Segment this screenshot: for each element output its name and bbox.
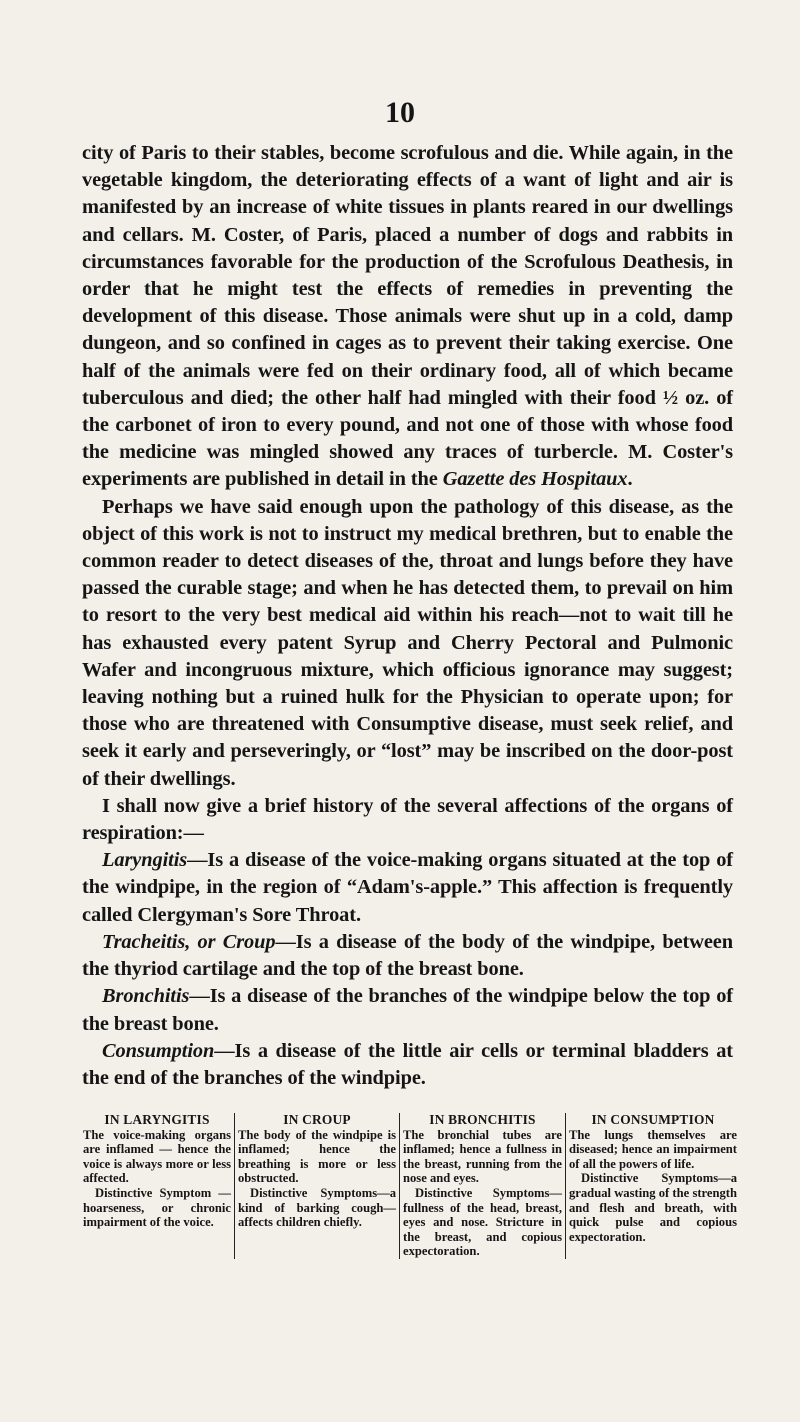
- column-description: The voice-making organs are inflamed — hence the voice is always more or less affected.: [83, 1127, 231, 1186]
- symptom-columns: [80, 1113, 740, 1259]
- text-run: .: [627, 468, 633, 491]
- italic-term: Tracheitis, or Croup: [102, 930, 276, 953]
- italic-term: Laryngitis: [102, 849, 188, 872]
- column-symptom: Distinctive Symptom —hoarseness, or chronic impairment of the voice.: [83, 1185, 231, 1230]
- column-heading: IN LARYNGITIS: [104, 1112, 210, 1127]
- text-run: —Is a disease of the voice-making organs situated at the top of the windpipe, in the region of “Adam's-apple.” This affection is frequently called Clergyman's Sore Throat.: [82, 849, 733, 926]
- column-symptom: Distinctive Symptoms—a gradual wasting of the strength and flesh and breath, with quick pulse and copious expectoration.: [569, 1171, 737, 1244]
- column-description: The bronchial tubes are inflamed; hence a fullness in the breast, running from the nose and eyes.: [403, 1127, 562, 1186]
- text-run: —Is a disease of the little air cells or terminal bladders at the end of the branches of the windpipe.: [82, 1039, 733, 1089]
- text-run: —Is a disease of the branches of the windpipe below the top of the breast bone.: [82, 985, 733, 1035]
- body-text: [82, 140, 733, 1092]
- column-description: The lungs themselves are diseased; hence an impairment of all the powers of life.: [569, 1127, 737, 1171]
- paragraph: [82, 140, 733, 494]
- paragraph: [82, 983, 733, 1037]
- italic-term: Gazette des Hospitaux: [442, 468, 628, 491]
- italic-term: Consumption: [102, 1039, 215, 1062]
- paragraph: [82, 494, 733, 793]
- column-symptom: Distinctive Symptoms—a kind of barking cough—affects children chiefly.: [238, 1185, 396, 1230]
- text-run: city of Paris to their stables, become scrofulous and die. While again, in the vegetable kingdom, the deteriorating effects of a want of light and air is manifested by an increase of white tissues in plants reared in our dwellings and cellars. M. Coster, of Paris, placed a number of dogs and rabbits in circumstances favorable for the production of the Scrofulous Deathesis, in order that he might test the effects of remedies in preventing the development of this disease. Those animals were shut up in a cold, damp dungeon, and so confined in cages as to prevent their taking exercise. One half of the animals were fed on their ordinary food, all of which became tuberculous and died; the other half had mingled with their food ½ oz. of the carbonet of iron to every pound, and not one of those with whose food the medicine was mingled showed any traces of turbercle. M. Coster's experiments are published in detail in the: [82, 142, 733, 491]
- column-symptom: Distinctive Symptoms—fullness of the head, breast, eyes and nose. Stricture in the breast, and copious expectoration.: [403, 1185, 562, 1259]
- column-description: The body of the windpipe is inflamed; hence the breathing is more or less obstructed.: [238, 1127, 396, 1186]
- column-laryngitis: [80, 1113, 235, 1259]
- text-run: —Is a disease of the body of the windpipe, between the thyriod cartilage and the top of the breast bone.: [82, 930, 733, 981]
- italic-term: Bronchitis: [102, 985, 190, 1008]
- column-bronchitis: [400, 1113, 566, 1259]
- paragraph: [82, 929, 733, 983]
- text-run: I shall now give a brief history of the several affections of the organs of respiration:—: [82, 794, 733, 845]
- column-heading: IN BRONCHITIS: [429, 1112, 536, 1127]
- text-run: Perhaps we have said enough upon the pathology of this disease, as the object of this work is not to instruct my medical brethren, but to enable the common reader to detect diseases of the, throat and lungs before they have passed the curable stage; and when he has detected them, to prevail on him to resort to the very best medical aid within his reach—not to wait till he has exhausted every patent Syrup and Cherry Pectoral and Pulmonic Wafer and incongruous mixture, which officious ignorance may suggest; leaving nothing but a ruined hulk for the Physician to operate upon; for those who are threatened with Consumptive disease, must seek relief, and seek it early and perseveringly, or “lost” may be inscribed on the door-post of their dwellings.: [82, 495, 733, 790]
- paragraph: [82, 1038, 733, 1092]
- paragraph: [82, 793, 733, 847]
- column-croup: [235, 1113, 400, 1259]
- paragraph: [82, 847, 733, 929]
- page-number: 10: [385, 96, 415, 129]
- column-heading: IN CROUP: [283, 1112, 351, 1127]
- column-heading: IN CONSUMPTION: [591, 1112, 715, 1127]
- column-consumption: [566, 1113, 740, 1259]
